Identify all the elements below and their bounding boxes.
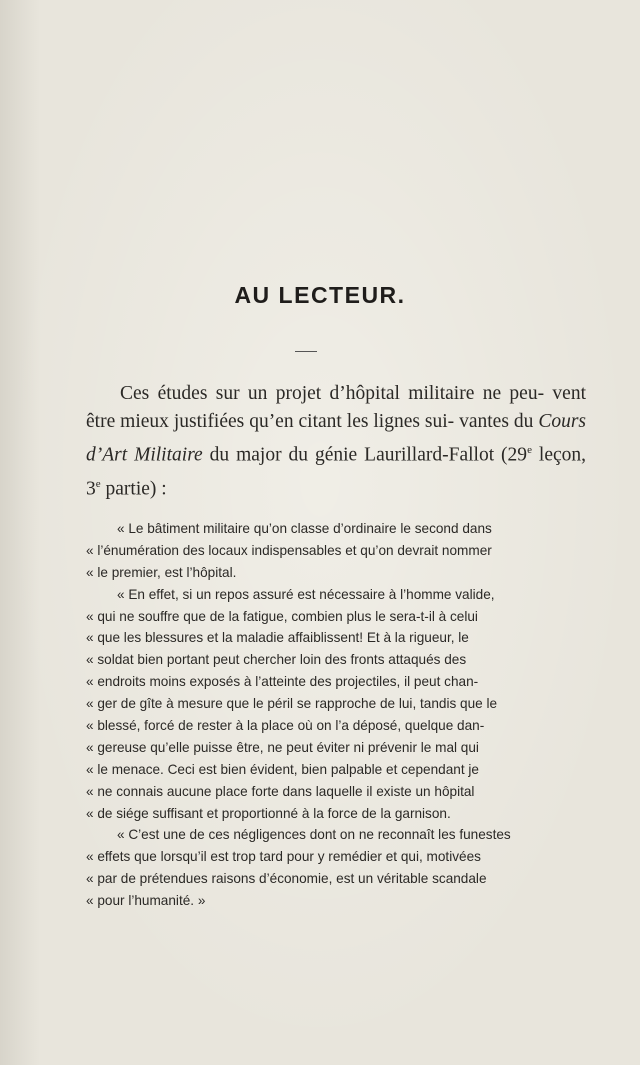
title-rule (295, 351, 317, 352)
quote-line: « endroits moins exposés à l’atteinte des projectiles, il peut chan- (86, 674, 479, 690)
quote-line: « de siége suffisant et proportionné à la force de la garnison. (86, 805, 451, 821)
quote-line: « que les blessures et la maladie affaiblissent! Et à la rigueur, le (86, 630, 469, 646)
quote-line: « qui ne souffre que de la fatigue, combien plus le sera-t-il à celui (86, 608, 478, 624)
quote-line: « C’est une de ces négligences dont on ne reconnaît les funestes (117, 827, 511, 843)
quote-line: « blessé, forcé de rester à la place où on l’a déposé, quelque dan- (86, 718, 485, 734)
quote-line: « pour l’humanité. » (86, 893, 206, 909)
page-title: AU LECTEUR. (234, 282, 406, 308)
quotation (86, 518, 586, 912)
quote-line: « le menace. Ceci est bien évident, bien palpable et cependant je (86, 761, 479, 777)
quote-line: « En effet, si un repos assuré est nécessaire à l’homme valide, (117, 586, 495, 602)
quote-line: « l’énumération des locaux indispensables et qu’on devrait nommer (86, 542, 492, 558)
intro-text: Ces études sur un projet d’hôpital militaire ne peu- vent être mieux justifiées qu’en citant les lignes sui- vantes du Cours d’Art Militaire du major du génie Laurillard-Fallot (29e leçon, 3e partie) : (86, 383, 587, 499)
quote-line: « soldat bien portant peut chercher loin des fronts attaqués des (86, 652, 467, 668)
intro-paragraph (86, 380, 586, 503)
quote-line: « par de prétendues raisons d’économie, est un véritable scandale (86, 871, 487, 887)
quote-line: « ne connais aucune place forte dans laquelle il existe un hôpital (86, 783, 475, 799)
quote-line: « gereuse qu’elle puisse être, ne peut éviter ni prévenir le mal qui (86, 739, 479, 755)
quote-line: « Le bâtiment militaire qu’on classe d’ordinaire le second dans (117, 521, 492, 536)
quote-line: « effets que lorsqu’il est trop tard pour y remédier et qui, motivées (86, 849, 481, 865)
quote-line: « ger de gîte à mesure que le péril se rapproche de lui, tandis que le (86, 696, 498, 712)
quote-line: « le premier, est l’hôpital. (86, 564, 237, 580)
